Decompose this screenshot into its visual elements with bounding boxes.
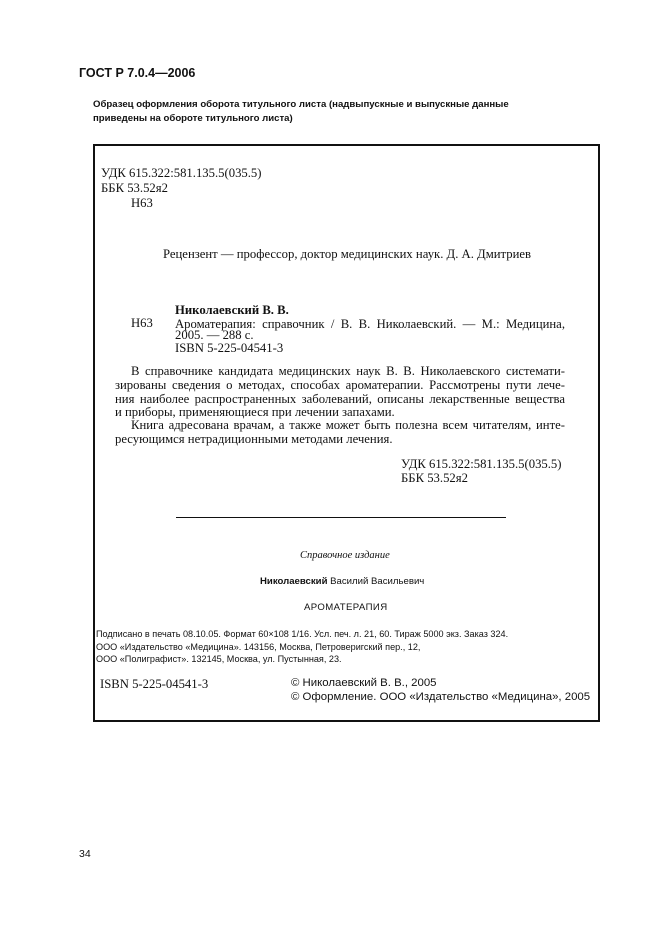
card-title-line1: Ароматерапия: справочник / В. В. Николаевский. — М.: Медицина, xyxy=(175,317,565,331)
author-mark-top: Н63 xyxy=(131,196,153,210)
abstract-line: ресующимся нетрадиционными методами лечения. xyxy=(115,432,393,446)
imprint-isbn: ISBN 5-225-04541-3 xyxy=(100,677,209,691)
card-author-mark: Н63 xyxy=(131,316,153,330)
abstract-line: и приборы, применяющиеся при лечении запахами. xyxy=(115,405,395,419)
abstract-line: В справочнике кандидата медицинских наук В. В. Николаевского системати- xyxy=(131,364,565,378)
imprint-author-names: Василий Васильевич xyxy=(327,576,425,587)
copyright-author: © Николаевский В. В., 2005 xyxy=(291,677,437,689)
abstract-line: ния наиболее распространенных заболеваний, описаны лекарственные вещества xyxy=(115,392,565,406)
imprint-author-surname: Николаевский xyxy=(260,576,328,587)
page-number: 34 xyxy=(79,848,91,860)
bbk-bottom: ББК 53.52я2 xyxy=(401,471,468,485)
udk-top: УДК 615.322:581.135.5(035.5) xyxy=(101,166,262,180)
bbk-top: ББК 53.52я2 xyxy=(101,181,168,195)
abstract-line: Книга адресована врачам, а также может быть полезна всем читателям, инте- xyxy=(131,418,565,432)
abstract-line: зированы сведения о методах, способах ароматерапии. Рассмотрены пути лече- xyxy=(115,378,565,392)
card-author: Николаевский В. В. xyxy=(175,303,289,317)
card-title-line2: 2005. — 288 с. xyxy=(175,328,254,342)
print-info-line: ООО «Полиграфист». 132145, Москва, ул. Пустынная, 23. xyxy=(96,654,342,664)
print-info-line: Подписано в печать 08.10.05. Формат 60×108 1/16. Усл. печ. л. 21, 60. Тираж 5000 экз. Заказ 324. xyxy=(96,629,509,639)
reviewer-line: Рецензент — профессор, доктор медицинских наук. Д. А. Дмитриев xyxy=(163,247,531,261)
edition-type: Справочное издание xyxy=(300,550,390,561)
print-info-line: ООО «Издательство «Медицина». 143156, Москва, Петроверигский пер., 12, xyxy=(96,642,421,652)
standard-header: ГОСТ Р 7.0.4—2006 xyxy=(79,66,196,80)
divider-line xyxy=(176,517,506,518)
figure-caption: Образец оформления оборота титульного листа (надвыпускные и выпускные данные приведены на обороте титульного листа) xyxy=(93,99,509,124)
imprint-title: АРОМАТЕРАПИЯ xyxy=(304,602,388,613)
udk-bottom: УДК 615.322:581.135.5(035.5) xyxy=(401,457,562,471)
copyright-design: © Оформление. ООО «Издательство «Медицина», 2005 xyxy=(291,691,591,703)
imprint-author xyxy=(260,576,424,587)
card-isbn: ISBN 5-225-04541-3 xyxy=(175,341,284,355)
